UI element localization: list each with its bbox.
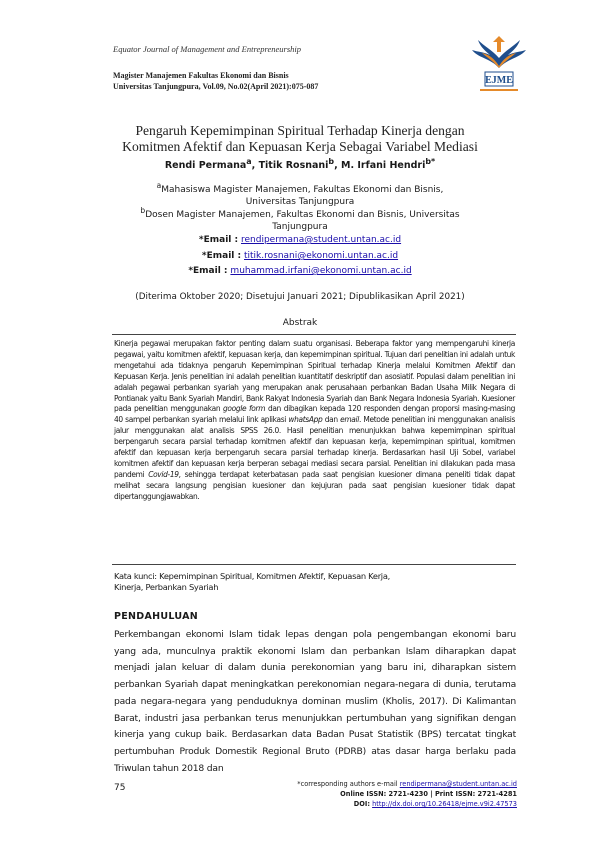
keywords-line-2: Kinerja, Perbankan Syariah [114, 582, 219, 592]
abstract-google-form: google form [223, 403, 266, 414]
journal-name: Equator Journal of Management and Entrepreneurship [113, 44, 302, 54]
abstract-email: email [340, 414, 359, 425]
email-label-1: *Email : [198, 235, 239, 245]
issn-info: Online ISSN: 2721-4230 | Print ISSN: 2721-4281 [340, 790, 517, 798]
affiliation-a-sup: a [156, 181, 162, 190]
author-1-sup: a [246, 157, 252, 166]
title-line-2: Komitmen Afektif dan Kepuasan Kerja Sebagai Variabel Mediasi [122, 139, 478, 154]
doi-label: DOI: [353, 800, 370, 808]
author-list: Rendi Permana$^a$, Titik Rosnani$^b$, M. Irfani Hendri$^{b*}$ [164, 157, 436, 172]
corresponding-email-link[interactable]: rendipermana@student.untan.ac.id [399, 780, 517, 788]
email-label-2: *Email : [201, 251, 242, 261]
abstract-text-4: . Metode penelitian ini menggunakan analisis jalur menggunakan alat analisis SPSS 26.0. Hasil penelitian menunjukkan bahwa kepemimpinan spiritual berpengaruh secara parsial terhadap komitmen afektif dan kepuasan kerja, kepemimpinan spiritual, komitmen afektif dan kepuasan kerja berpengaruh secara parsial terhadap kinerja. Berdasarkan hasil Uji Sobel, variabel komitmen afektif dan kepuasan kerja berperan sebagai mediasi secara parsial. Penelitian ini dilakukan pada masa pandemi [114, 414, 515, 479]
title-line-1: Pengaruh Kepemimpinan Spiritual Terhadap Kinerja dengan [135, 123, 465, 138]
journal-program: Magister Manajemen Fakultas Ekonomi dan Bisnis [113, 71, 289, 80]
affiliation-a-line1: Mahasiswa Magister Manajemen, Fakultas Ekonomi dan Bisnis, [161, 185, 444, 195]
abstract-text-3: dan [322, 414, 341, 425]
email-link-2[interactable]: titik.rosnani@ekonomi.untan.ac.id [244, 251, 399, 261]
affiliation-b-sup: b [140, 206, 146, 215]
paper-title [40, 123, 560, 155]
journal-volume: Universitas Tanjungpura, Vol.09, No.02(April 2021):075-087 [113, 81, 319, 91]
abstract-whatsapp: whatsApp [288, 414, 323, 425]
author-1: Rendi Permana [164, 160, 247, 172]
abstract-text-2: dan dibagikan kepada 120 responden dengan proporsi masing-masing 40 sampel perbankan syariah melalui link aplikasi [114, 403, 515, 425]
ejme-logo-icon [470, 28, 528, 98]
author-2: Titik Rosnani [258, 160, 329, 172]
keywords-line-1: Kata kunci: Kepemimpinan Spiritual, Komitmen Afektif, Kepuasan Kerja, [114, 571, 390, 581]
journal-info [113, 71, 318, 92]
affiliation-b-line2: Tanjungpura [272, 222, 328, 232]
abstract-text-5: , sehingga terdapat keterbatasan pada saat pengisian kuesioner dimana peneliti tidak dapat melihat secara langsung pengisian kuesioner dan kejujuran pada saat pengisian kuesioner tidak dapat dipertanggungjawabkan. [114, 468, 515, 501]
corresponding-label: *corresponding authors e-mail [297, 780, 398, 788]
affiliation-a-line2: Universitas Tanjungpura [245, 197, 355, 207]
publication-dates: (Diterima Oktober 2020; Disetujui Januari 2021; Dipublikasikan April 2021) [135, 292, 465, 302]
email-link-3[interactable]: muhammad.irfani@ekonomi.untan.ac.id [230, 266, 412, 276]
email-label-3: *Email : [188, 266, 228, 276]
affiliation-b [140, 205, 460, 233]
author-2-sup: b [328, 157, 335, 166]
section-body: Perkembangan ekonomi Islam tidak lepas dengan pola pengembangan ekonomi baru yang ada, munculnya praktik ekonomi Islam dan perbankan Islam diharapkan dapat menjadi jalan keluar di dalam dunia perekonomian yang baru ini, diharapkan sistem perbankan Syariah dapat meningkatkan perekonomian negara-negara di dunia, terutama pada negara-negara yang penduduknya dominan muslim (Kholis, 2017). Di Kalimantan Barat, industri jasa perbankan terus menunjukkan pertumbuhan yang signifikan dengan kinerja yang cukup baik. Berdasarkan data Badan Pusat Statistik (BPS) tercatat tingkat pertumbuhan Produk Domestik Regional Bruto (PDRB) atas dasar harga berlaku pada Triwulan tahun 2018 dan [114, 629, 516, 774]
author-3-sup: b* [425, 157, 436, 166]
email-line-3 [40, 266, 560, 276]
abstract-covid: Covid-19 [148, 468, 179, 479]
abstract-top-divider [112, 334, 516, 335]
doi-link[interactable]: http://dx.doi.org/10.26418/ejme.v9i2.47573 [372, 800, 517, 808]
abstract-text-1: Kinerja pegawai merupakan faktor penting dalam suatu organisasi. Beberapa faktor yang mempengaruhi kinerja pegawai, yaitu komitmen afektif, kepuasan kerja, dan kepemimpinan spiritual. Tujuan dari penelitian ini adalah untuk mengetahui ada tidaknya pengaruh Kepemimpinan Spiritual terhadap Kinerja melalui Komitmen Afektif dan Kepuasan Kerja. Jenis penelitian ini adalah penelitian kuantitatif deskriptif dan asosiatif. Populasi dalam penelitian ini adalah pegawai perbankan syariah yang merupakan anak perusahaan perbankan Badan Usaha Milik Negara di Pontianak yaitu Bank Syariah Mandiri, Bank Rakyat Indonesia Syariah dan Bank Negara Indonesia Syariah. Kuesioner pada penelitian menggunakan [114, 338, 515, 414]
abstract-heading: Abstrak [282, 318, 318, 328]
email-line-2 [40, 251, 560, 261]
footer-info [250, 779, 517, 809]
page-number: 75 [114, 783, 126, 793]
logo-text: EJME [485, 75, 513, 86]
abstract-body [114, 338, 515, 502]
affiliation-b-line1: Dosen Magister Manajemen, Fakultas Ekonomi dan Bisnis, Universitas [145, 210, 460, 220]
section-heading: PENDAHULUAN [114, 611, 199, 622]
keywords [114, 571, 514, 593]
email-link-1[interactable]: rendipermana@student.untan.ac.id [241, 235, 402, 245]
affiliation-a [140, 180, 460, 208]
author-3: M. Irfani Hendri [341, 160, 426, 172]
email-line-1 [40, 235, 560, 245]
abstract-bottom-divider [112, 564, 516, 565]
